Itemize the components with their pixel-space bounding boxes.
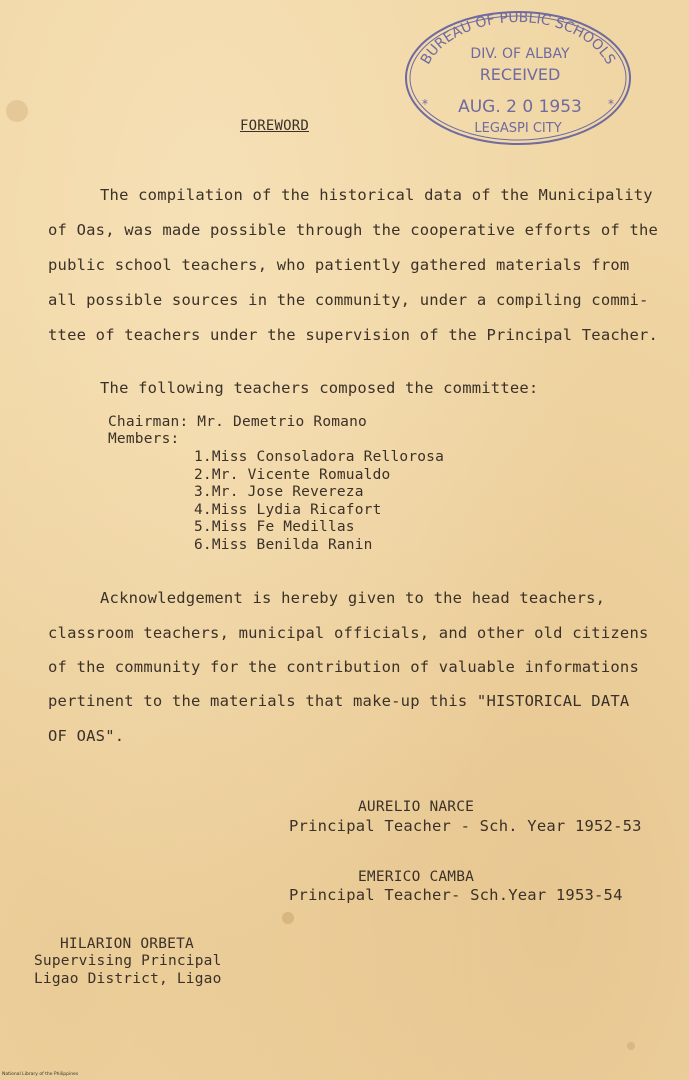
list-item: 3.Mr. Jose Revereza [194, 484, 364, 500]
list-item: 6.Miss Benilda Ranin [194, 537, 373, 553]
ack-line: Acknowledgement is hereby given to the head teachers, [100, 589, 606, 607]
ack-line: classroom teachers, municipal officials, and other old citizens [48, 624, 649, 642]
supervisor-district: Ligao District, Ligao [34, 971, 222, 987]
list-item: 2.Mr. Vicente Romualdo [194, 467, 391, 483]
intro-line: The compilation of the historical data of the Municipality [100, 186, 653, 204]
signatory-title: Principal Teacher- Sch.Year 1953-54 [289, 886, 623, 904]
paper-stain [6, 100, 28, 122]
list-item: 4.Miss Lydia Ricafort [194, 502, 382, 518]
list-item: 5.Miss Fe Medillas [194, 519, 355, 535]
page-title: FOREWORD [240, 118, 310, 134]
list-item: 1.Miss Consoladora Rellorosa [194, 449, 445, 465]
signatory-title: Principal Teacher - Sch. Year 1952-53 [289, 817, 642, 835]
signatory-name: EMERICO CAMBA [358, 869, 475, 885]
ack-line: OF OAS". [48, 727, 125, 745]
stamp-date: AUG. 2 0 1953 [458, 97, 582, 117]
intro-line: of Oas, was made possible through the cooperative efforts of the [48, 221, 659, 239]
supervisor-title: Supervising Principal [34, 953, 222, 969]
intro-line: all possible sources in the community, under a compiling commi- [48, 291, 649, 309]
stamp-star-right: * [608, 97, 614, 111]
intro-line: ttee of teachers under the supervision of the Principal Teacher. [48, 326, 659, 344]
stamp-star-left: * [422, 97, 428, 111]
received-stamp [402, 6, 634, 148]
signatory-name: AURELIO NARCE [358, 799, 475, 815]
stamp-division: DIV. OF ALBAY [470, 46, 570, 62]
paper-stain [627, 1042, 635, 1050]
ack-line: of the community for the contribution of valuable informations [48, 658, 639, 676]
stamp-received: RECEIVED [479, 65, 561, 84]
footer-credit: National Library of the Philippines [2, 1072, 79, 1077]
intro-line: public school teachers, who patiently gathered materials from [48, 256, 630, 274]
stamp-arc-text: BUREAU OF PUBLIC SCHOOLS [417, 9, 619, 68]
committee-intro: The following teachers composed the committee: [100, 379, 539, 397]
ack-line: pertinent to the materials that make-up this "HISTORICAL DATA [48, 692, 630, 710]
stamp-city: LEGASPI CITY [474, 121, 562, 136]
supervisor-name: HILARION ORBETA [60, 936, 194, 952]
members-label: Members: [108, 431, 180, 447]
chairman: Chairman: Mr. Demetrio Romano [108, 414, 367, 430]
paper-stain [282, 912, 294, 924]
